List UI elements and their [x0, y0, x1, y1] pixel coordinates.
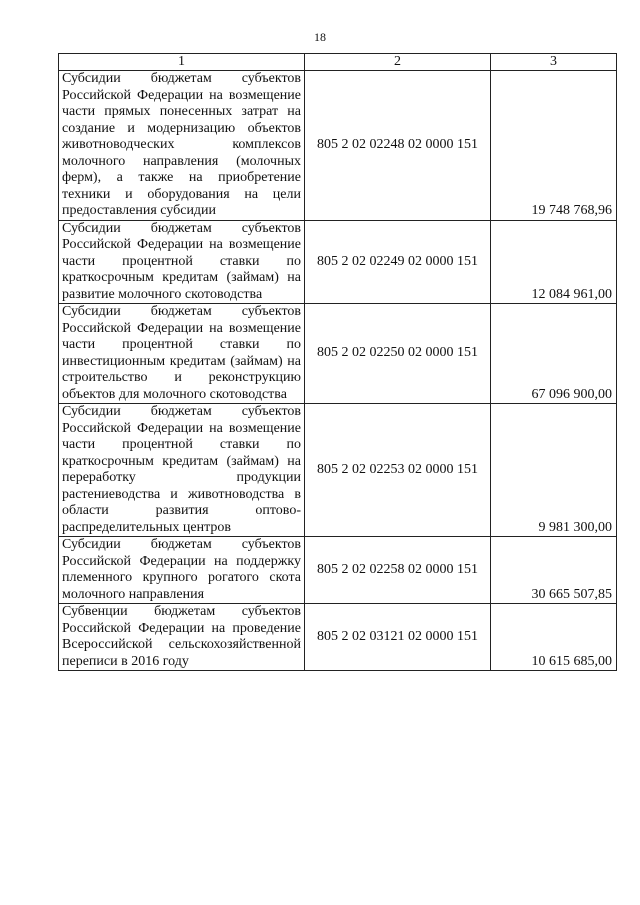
column-header-3: 3: [491, 54, 617, 71]
page-number: 18: [314, 30, 326, 44]
row-description: Субсидии бюджетам субъектов Российской Федерации на поддержку племенного крупного рогатого скота молочного направления: [59, 537, 305, 604]
row-code: 805 2 02 02248 02 0000 151: [305, 71, 491, 221]
row-amount: 9 981 300,00: [491, 404, 617, 537]
row-amount: 12 084 961,00: [491, 220, 617, 304]
row-code: 805 2 02 02253 02 0000 151: [305, 404, 491, 537]
table-row: [59, 404, 617, 537]
row-amount: 67 096 900,00: [491, 304, 617, 404]
header-row: [59, 54, 617, 71]
row-description: Субсидии бюджетам субъектов Российской Федерации на возмещение части процентной ставки по краткосрочным кредитам (займам) на переработку продукции растениеводства и животноводства в области развития оптово-распределительных центров: [59, 404, 305, 537]
table-row: [59, 604, 617, 671]
row-amount: 30 665 507,85: [491, 537, 617, 604]
row-code: 805 2 02 02249 02 0000 151: [305, 220, 491, 304]
table-row: [59, 537, 617, 604]
table-row: [59, 304, 617, 404]
row-code: 805 2 02 02250 02 0000 151: [305, 304, 491, 404]
row-code: 805 2 02 03121 02 0000 151: [305, 604, 491, 671]
table-row: [59, 71, 617, 221]
row-description: Субсидии бюджетам субъектов Российской Федерации на возмещение части процентной ставки по краткосрочным кредитам (займам) на развитие молочного скотоводства: [59, 220, 305, 304]
column-header-1: 1: [59, 54, 305, 71]
row-code: 805 2 02 02258 02 0000 151: [305, 537, 491, 604]
row-amount: 10 615 685,00: [491, 604, 617, 671]
table-row: [59, 220, 617, 304]
row-description: Субсидии бюджетам субъектов Российской Федерации на возмещение части процентной ставки по инвестиционным кредитам (займам) на строительство и реконструкцию объектов для молочного скотоводства: [59, 304, 305, 404]
budget-table: [58, 53, 617, 671]
column-header-2: 2: [305, 54, 491, 71]
row-description: Субвенции бюджетам субъектов Российской Федерации на проведение Всероссийской сельскохозяйственной переписи в 2016 году: [59, 604, 305, 671]
row-description: Субсидии бюджетам субъектов Российской Федерации на возмещение части прямых понесенных затрат на создание и модернизацию объектов животноводческих комплексов молочного направления (молочных ферм), а также на приобретение техники и оборудования на цели предоставления субсидии: [59, 71, 305, 221]
row-amount: 19 748 768,96: [491, 71, 617, 221]
